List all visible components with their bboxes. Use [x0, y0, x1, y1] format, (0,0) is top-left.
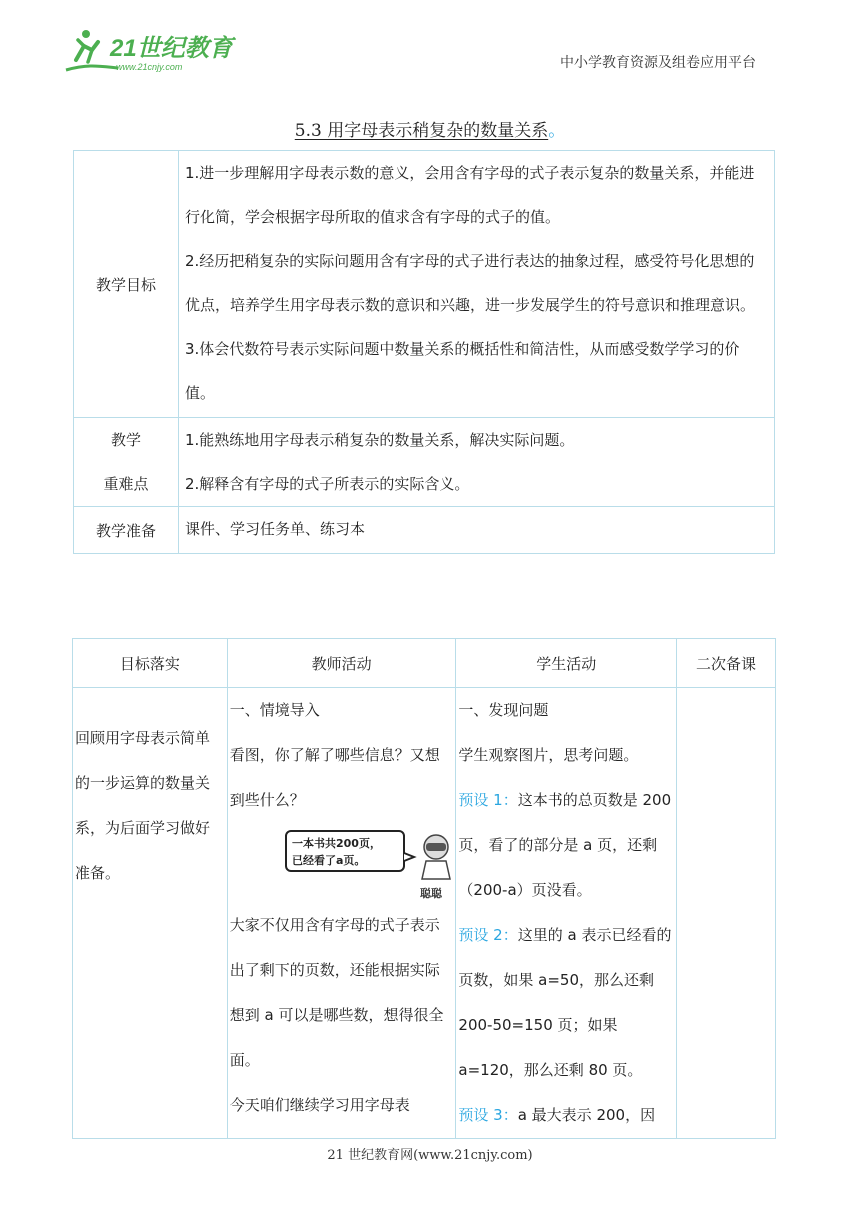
- header-student: 学生活动: [456, 639, 677, 688]
- student-intro: 学生观察图片，思考问题。: [458, 746, 639, 764]
- overview-table: [73, 150, 775, 554]
- student-section: 一、发现问题: [458, 701, 549, 719]
- teacher-section: 一、情境导入: [229, 701, 320, 719]
- activities-row: [73, 688, 776, 1139]
- teacher-cell: [227, 688, 456, 1139]
- character-name: 聪聪: [419, 887, 442, 900]
- activities-header: [73, 639, 776, 688]
- keypoint-item: 1.能熟练地用字母表示稍复杂的数量关系，解决实际问题。: [185, 431, 575, 449]
- speech-illustration: [230, 823, 454, 903]
- notes-cell: [677, 688, 776, 1139]
- goals-row: [74, 151, 775, 418]
- goal-item: 2.经历把稍复杂的实际问题用含有字母的式子进行表达的抽象过程，感受符号化思想的优点，培养学生用字母表示数的意识和兴趣，进一步发展学生的符号意识和推理意识。: [185, 252, 756, 314]
- logo-url: www.21cnjy.com: [116, 62, 183, 72]
- teacher-paragraph: 今天咱们继续学习用字母表: [229, 1096, 410, 1114]
- goal-cell: [73, 688, 228, 1139]
- preset-1: 预设 1：这本书的总页数是 200 页，看了的部分是 a 页，还剩（200-a）页没看。: [458, 791, 672, 899]
- goal-item: 3.体会代数符号表示实际问题中数量关系的概括性和简洁性，从而感受数学学习的价值。: [185, 340, 740, 402]
- keypoints-label: 教学 重难点: [74, 418, 179, 507]
- header-notes: 二次备课: [677, 639, 776, 688]
- prep-label: 教学准备: [74, 507, 179, 554]
- header-goal: 目标落实: [73, 639, 228, 688]
- keypoints-cell: [179, 418, 775, 507]
- keypoints-row: [74, 418, 775, 507]
- preset-2: 预设 2：这里的 a 表示已经看的页数，如果 a=50，那么还剩 200-50=150 页；如果 a=120，那么还剩 80 页。: [458, 926, 672, 1079]
- page-title: 5.3 用字母表示稍复杂的数量关系。: [294, 121, 566, 141]
- logo: [58, 24, 238, 76]
- header-teacher: 教师活动: [227, 639, 456, 688]
- activities-table: [72, 638, 776, 1139]
- goals-cell: [179, 151, 775, 418]
- preset-3: 预设 3：a 最大表示 200，因: [458, 1106, 656, 1124]
- goal-item: 1.进一步理解用字母表示数的意义，会用含有字母的式子表示复杂的数量关系，并能进行化简，学会根据字母所取的值求含有字母的式子的值。: [185, 164, 755, 226]
- teacher-question: 看图，你了解了哪些信息？又想到些什么？: [229, 746, 440, 809]
- footer: 21 世纪教育网(www.21cnjy.com): [327, 1148, 533, 1163]
- goals-label: 教学目标: [74, 151, 179, 418]
- prep-cell: 课件、学习任务单、练习本: [179, 507, 775, 554]
- prep-row: [74, 507, 775, 554]
- goal-text: 回顾用字母表示简单的一步运算的数量关系，为后面学习做好准备。: [75, 729, 211, 882]
- logo-text: 21世纪教育: [110, 35, 233, 62]
- platform-name: 中小学教育资源及组卷应用平台: [560, 55, 756, 71]
- keypoint-item: 2.解释含有字母的式子所表示的实际含义。: [185, 475, 470, 493]
- student-cell: [456, 688, 677, 1139]
- teacher-paragraph: 大家不仅用含有字母的式子表示出了剩下的页数，还能根据实际想到 a 可以是哪些数，想得很全面。: [229, 916, 444, 1069]
- bubble-line-1: 一本书共200页，: [291, 837, 381, 850]
- bubble-line-2: 已经看了a页。: [291, 854, 366, 867]
